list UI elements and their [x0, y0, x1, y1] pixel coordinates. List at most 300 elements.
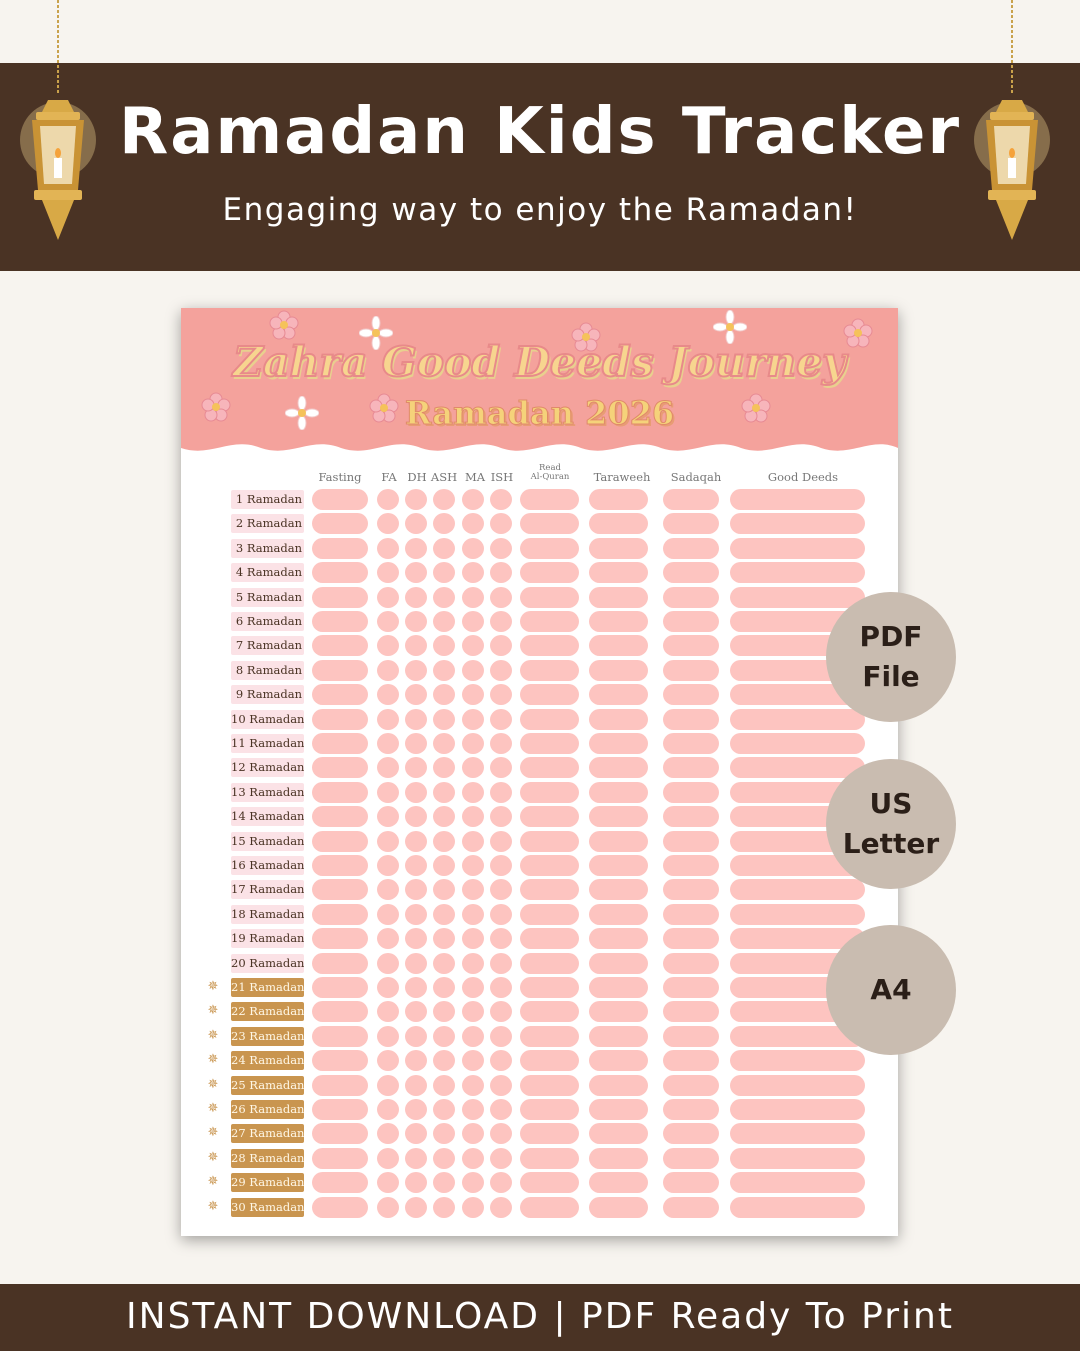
sadaqah-cell[interactable]	[663, 953, 719, 974]
sadaqah-cell[interactable]	[663, 538, 719, 559]
fajr-cell[interactable]	[377, 635, 399, 656]
maghrib-cell[interactable]	[462, 733, 484, 754]
taraweeh-cell[interactable]	[589, 1197, 648, 1218]
quran-cell[interactable]	[520, 611, 579, 632]
quran-cell[interactable]	[520, 831, 579, 852]
fajr-cell[interactable]	[377, 587, 399, 608]
quran-cell[interactable]	[520, 928, 579, 949]
us-badge-line1: US	[869, 787, 913, 820]
asr-cell[interactable]	[433, 1197, 455, 1218]
asr-cell[interactable]	[433, 1001, 455, 1022]
maghrib-cell[interactable]	[462, 587, 484, 608]
taraweeh-cell[interactable]	[589, 904, 648, 925]
fasting-cell[interactable]	[312, 928, 368, 949]
isha-cell[interactable]	[490, 1075, 512, 1096]
sadaqah-cell[interactable]	[663, 635, 719, 656]
isha-cell[interactable]	[490, 806, 512, 827]
asr-cell[interactable]	[433, 489, 455, 510]
dhuhr-cell[interactable]	[405, 1172, 427, 1193]
asr-cell[interactable]	[433, 611, 455, 632]
fajr-cell[interactable]	[377, 611, 399, 632]
dhuhr-cell[interactable]	[405, 879, 427, 900]
dhuhr-cell[interactable]	[405, 684, 427, 705]
good-deeds-cell[interactable]	[730, 1099, 865, 1120]
maghrib-cell[interactable]	[462, 757, 484, 778]
taraweeh-cell[interactable]	[589, 733, 648, 754]
fajr-cell[interactable]	[377, 489, 399, 510]
pdf-badge-line2: File	[862, 660, 920, 693]
asr-cell[interactable]	[433, 562, 455, 583]
dhuhr-cell[interactable]	[405, 587, 427, 608]
asr-cell[interactable]	[433, 904, 455, 925]
fasting-cell[interactable]	[312, 977, 368, 998]
fajr-cell[interactable]	[377, 513, 399, 534]
good-deeds-cell[interactable]	[730, 587, 865, 608]
taraweeh-cell[interactable]	[589, 782, 648, 803]
good-deeds-cell[interactable]	[730, 709, 865, 730]
asr-cell[interactable]	[433, 928, 455, 949]
isha-cell[interactable]	[490, 953, 512, 974]
fasting-cell[interactable]	[312, 904, 368, 925]
quran-cell[interactable]	[520, 1099, 579, 1120]
maghrib-cell[interactable]	[462, 684, 484, 705]
taraweeh-cell[interactable]	[589, 587, 648, 608]
asr-cell[interactable]	[433, 709, 455, 730]
quran-cell[interactable]	[520, 709, 579, 730]
maghrib-cell[interactable]	[462, 513, 484, 534]
sadaqah-cell[interactable]	[663, 709, 719, 730]
quran-cell[interactable]	[520, 684, 579, 705]
fasting-cell[interactable]	[312, 587, 368, 608]
fasting-cell[interactable]	[312, 782, 368, 803]
quran-cell[interactable]	[520, 806, 579, 827]
maghrib-cell[interactable]	[462, 855, 484, 876]
fasting-cell[interactable]	[312, 562, 368, 583]
sadaqah-cell[interactable]	[663, 831, 719, 852]
taraweeh-cell[interactable]	[589, 1050, 648, 1071]
quran-cell[interactable]	[520, 977, 579, 998]
sadaqah-cell[interactable]	[663, 1001, 719, 1022]
asr-cell[interactable]	[433, 782, 455, 803]
isha-cell[interactable]	[490, 1148, 512, 1169]
good-deeds-cell[interactable]	[730, 733, 865, 754]
taraweeh-cell[interactable]	[589, 1172, 648, 1193]
fasting-cell[interactable]	[312, 1050, 368, 1071]
fasting-cell[interactable]	[312, 538, 368, 559]
isha-cell[interactable]	[490, 684, 512, 705]
fasting-cell[interactable]	[312, 1075, 368, 1096]
taraweeh-cell[interactable]	[589, 489, 648, 510]
asr-cell[interactable]	[433, 1148, 455, 1169]
dhuhr-cell[interactable]	[405, 928, 427, 949]
fasting-cell[interactable]	[312, 733, 368, 754]
good-deeds-cell[interactable]	[730, 1172, 865, 1193]
asr-cell[interactable]	[433, 684, 455, 705]
maghrib-cell[interactable]	[462, 1172, 484, 1193]
asr-cell[interactable]	[433, 855, 455, 876]
fasting-cell[interactable]	[312, 1172, 368, 1193]
dhuhr-cell[interactable]	[405, 1050, 427, 1071]
maghrib-cell[interactable]	[462, 1075, 484, 1096]
asr-cell[interactable]	[433, 587, 455, 608]
asr-cell[interactable]	[433, 977, 455, 998]
fajr-cell[interactable]	[377, 904, 399, 925]
asr-cell[interactable]	[433, 660, 455, 681]
fajr-cell[interactable]	[377, 782, 399, 803]
taraweeh-cell[interactable]	[589, 1099, 648, 1120]
sadaqah-cell[interactable]	[663, 1099, 719, 1120]
table-row	[181, 1075, 898, 1099]
isha-cell[interactable]	[490, 1123, 512, 1144]
quran-cell[interactable]	[520, 1001, 579, 1022]
table-row	[181, 684, 898, 708]
fajr-cell[interactable]	[377, 977, 399, 998]
quran-cell[interactable]	[520, 953, 579, 974]
dhuhr-cell[interactable]	[405, 1026, 427, 1047]
fajr-cell[interactable]	[377, 855, 399, 876]
maghrib-cell[interactable]	[462, 953, 484, 974]
quran-cell[interactable]	[520, 1050, 579, 1071]
maghrib-cell[interactable]	[462, 831, 484, 852]
sadaqah-cell[interactable]	[663, 904, 719, 925]
good-deeds-cell[interactable]	[730, 562, 865, 583]
sadaqah-cell[interactable]	[663, 489, 719, 510]
taraweeh-cell[interactable]	[589, 635, 648, 656]
fajr-cell[interactable]	[377, 1172, 399, 1193]
taraweeh-cell[interactable]	[589, 928, 648, 949]
isha-cell[interactable]	[490, 904, 512, 925]
taraweeh-cell[interactable]	[589, 1148, 648, 1169]
sadaqah-cell[interactable]	[663, 660, 719, 681]
fajr-cell[interactable]	[377, 1148, 399, 1169]
asr-cell[interactable]	[433, 1026, 455, 1047]
quran-cell[interactable]	[520, 855, 579, 876]
sadaqah-cell[interactable]	[663, 513, 719, 534]
dhuhr-cell[interactable]	[405, 1148, 427, 1169]
table-row	[181, 1099, 898, 1123]
quran-cell[interactable]	[520, 538, 579, 559]
dhuhr-cell[interactable]	[405, 904, 427, 925]
taraweeh-cell[interactable]	[589, 879, 648, 900]
quran-cell[interactable]	[520, 733, 579, 754]
taraweeh-cell[interactable]	[589, 538, 648, 559]
fasting-cell[interactable]	[312, 1099, 368, 1120]
fajr-cell[interactable]	[377, 928, 399, 949]
quran-cell[interactable]	[520, 513, 579, 534]
good-deeds-cell[interactable]	[730, 1075, 865, 1096]
quran-cell[interactable]	[520, 660, 579, 681]
maghrib-cell[interactable]	[462, 1148, 484, 1169]
fajr-cell[interactable]	[377, 879, 399, 900]
day-label: 25 Ramadan	[231, 1076, 304, 1095]
dhuhr-cell[interactable]	[405, 1099, 427, 1120]
dhuhr-cell[interactable]	[405, 1075, 427, 1096]
fasting-cell[interactable]	[312, 709, 368, 730]
sadaqah-cell[interactable]	[663, 977, 719, 998]
taraweeh-cell[interactable]	[589, 855, 648, 876]
maghrib-cell[interactable]	[462, 660, 484, 681]
asr-cell[interactable]	[433, 1099, 455, 1120]
quran-cell[interactable]	[520, 489, 579, 510]
good-deeds-cell[interactable]	[730, 513, 865, 534]
asr-cell[interactable]	[433, 1075, 455, 1096]
sadaqah-cell[interactable]	[663, 1172, 719, 1193]
sadaqah-cell[interactable]	[663, 1148, 719, 1169]
sadaqah-cell[interactable]	[663, 757, 719, 778]
dhuhr-cell[interactable]	[405, 733, 427, 754]
sadaqah-cell[interactable]	[663, 611, 719, 632]
maghrib-cell[interactable]	[462, 879, 484, 900]
maghrib-cell[interactable]	[462, 1197, 484, 1218]
taraweeh-cell[interactable]	[589, 611, 648, 632]
good-deeds-cell[interactable]	[730, 1123, 865, 1144]
maghrib-cell[interactable]	[462, 904, 484, 925]
good-deeds-cell[interactable]	[730, 1148, 865, 1169]
maghrib-cell[interactable]	[462, 562, 484, 583]
dhuhr-cell[interactable]	[405, 1001, 427, 1022]
dhuhr-cell[interactable]	[405, 562, 427, 583]
asr-cell[interactable]	[433, 1123, 455, 1144]
asr-cell[interactable]	[433, 1172, 455, 1193]
sadaqah-cell[interactable]	[663, 1026, 719, 1047]
fasting-cell[interactable]	[312, 611, 368, 632]
good-deeds-cell[interactable]	[730, 538, 865, 559]
taraweeh-cell[interactable]	[589, 1075, 648, 1096]
fasting-cell[interactable]	[312, 953, 368, 974]
isha-cell[interactable]	[490, 513, 512, 534]
fasting-cell[interactable]	[312, 635, 368, 656]
sadaqah-cell[interactable]	[663, 928, 719, 949]
dhuhr-cell[interactable]	[405, 489, 427, 510]
taraweeh-cell[interactable]	[589, 709, 648, 730]
fasting-cell[interactable]	[312, 660, 368, 681]
day-label: 13 Ramadan	[231, 783, 304, 802]
asr-cell[interactable]	[433, 513, 455, 534]
fasting-cell[interactable]	[312, 757, 368, 778]
day-label: 27 Ramadan	[231, 1124, 304, 1143]
sadaqah-cell[interactable]	[663, 855, 719, 876]
taraweeh-cell[interactable]	[589, 684, 648, 705]
maghrib-cell[interactable]	[462, 977, 484, 998]
isha-cell[interactable]	[490, 635, 512, 656]
dhuhr-cell[interactable]	[405, 782, 427, 803]
fasting-cell[interactable]	[312, 855, 368, 876]
fajr-cell[interactable]	[377, 831, 399, 852]
fajr-cell[interactable]	[377, 538, 399, 559]
fasting-cell[interactable]	[312, 684, 368, 705]
dhuhr-cell[interactable]	[405, 1123, 427, 1144]
isha-cell[interactable]	[490, 733, 512, 754]
sadaqah-cell[interactable]	[663, 1197, 719, 1218]
quran-cell[interactable]	[520, 757, 579, 778]
day-label: 6 Ramadan	[231, 612, 304, 631]
isha-cell[interactable]	[490, 587, 512, 608]
day-label: 4 Ramadan	[231, 563, 304, 582]
isha-cell[interactable]	[490, 879, 512, 900]
maghrib-cell[interactable]	[462, 611, 484, 632]
day-label: 11 Ramadan	[231, 734, 304, 753]
isha-cell[interactable]	[490, 489, 512, 510]
maghrib-cell[interactable]	[462, 928, 484, 949]
good-deeds-cell[interactable]	[730, 879, 865, 900]
quran-cell[interactable]	[520, 1172, 579, 1193]
fajr-cell[interactable]	[377, 1026, 399, 1047]
fasting-cell[interactable]	[312, 513, 368, 534]
isha-cell[interactable]	[490, 977, 512, 998]
dhuhr-cell[interactable]	[405, 538, 427, 559]
fajr-cell[interactable]	[377, 757, 399, 778]
isha-cell[interactable]	[490, 831, 512, 852]
fajr-cell[interactable]	[377, 1075, 399, 1096]
fajr-cell[interactable]	[377, 684, 399, 705]
isha-cell[interactable]	[490, 1001, 512, 1022]
isha-cell[interactable]	[490, 757, 512, 778]
isha-cell[interactable]	[490, 855, 512, 876]
fasting-cell[interactable]	[312, 1026, 368, 1047]
fajr-cell[interactable]	[377, 953, 399, 974]
isha-cell[interactable]	[490, 1050, 512, 1071]
dhuhr-cell[interactable]	[405, 660, 427, 681]
fasting-cell[interactable]	[312, 879, 368, 900]
fajr-cell[interactable]	[377, 709, 399, 730]
sadaqah-cell[interactable]	[663, 684, 719, 705]
dhuhr-cell[interactable]	[405, 611, 427, 632]
isha-cell[interactable]	[490, 660, 512, 681]
maghrib-cell[interactable]	[462, 1026, 484, 1047]
fasting-cell[interactable]	[312, 806, 368, 827]
fajr-cell[interactable]	[377, 1123, 399, 1144]
fajr-cell[interactable]	[377, 562, 399, 583]
dhuhr-cell[interactable]	[405, 757, 427, 778]
taraweeh-cell[interactable]	[589, 1001, 648, 1022]
taraweeh-cell[interactable]	[589, 1123, 648, 1144]
maghrib-cell[interactable]	[462, 489, 484, 510]
maghrib-cell[interactable]	[462, 1099, 484, 1120]
taraweeh-cell[interactable]	[589, 1026, 648, 1047]
quran-cell[interactable]	[520, 1026, 579, 1047]
sadaqah-cell[interactable]	[663, 879, 719, 900]
fajr-cell[interactable]	[377, 1001, 399, 1022]
isha-cell[interactable]	[490, 1197, 512, 1218]
quran-cell[interactable]	[520, 635, 579, 656]
fajr-cell[interactable]	[377, 1099, 399, 1120]
fajr-cell[interactable]	[377, 733, 399, 754]
quran-cell[interactable]	[520, 879, 579, 900]
maghrib-cell[interactable]	[462, 635, 484, 656]
maghrib-cell[interactable]	[462, 1050, 484, 1071]
isha-cell[interactable]	[490, 562, 512, 583]
isha-cell[interactable]	[490, 709, 512, 730]
quran-cell[interactable]	[520, 1123, 579, 1144]
isha-cell[interactable]	[490, 1099, 512, 1120]
asr-cell[interactable]	[433, 538, 455, 559]
isha-cell[interactable]	[490, 538, 512, 559]
dhuhr-cell[interactable]	[405, 1197, 427, 1218]
sadaqah-cell[interactable]	[663, 587, 719, 608]
fajr-cell[interactable]	[377, 660, 399, 681]
maghrib-cell[interactable]	[462, 709, 484, 730]
maghrib-cell[interactable]	[462, 1001, 484, 1022]
isha-cell[interactable]	[490, 782, 512, 803]
sadaqah-cell[interactable]	[663, 1050, 719, 1071]
quran-cell[interactable]	[520, 782, 579, 803]
quran-cell[interactable]	[520, 1148, 579, 1169]
good-deeds-cell[interactable]	[730, 1050, 865, 1071]
quran-cell[interactable]	[520, 904, 579, 925]
sadaqah-cell[interactable]	[663, 733, 719, 754]
quran-cell[interactable]	[520, 562, 579, 583]
fasting-cell[interactable]	[312, 489, 368, 510]
sadaqah-cell[interactable]	[663, 782, 719, 803]
asr-cell[interactable]	[433, 806, 455, 827]
taraweeh-cell[interactable]	[589, 660, 648, 681]
sadaqah-cell[interactable]	[663, 806, 719, 827]
good-deeds-cell[interactable]	[730, 904, 865, 925]
fajr-cell[interactable]	[377, 1197, 399, 1218]
fasting-cell[interactable]	[312, 831, 368, 852]
maghrib-cell[interactable]	[462, 782, 484, 803]
asr-cell[interactable]	[433, 733, 455, 754]
asr-cell[interactable]	[433, 879, 455, 900]
asr-cell[interactable]	[433, 635, 455, 656]
maghrib-cell[interactable]	[462, 806, 484, 827]
good-deeds-cell[interactable]	[730, 757, 865, 778]
quran-cell[interactable]	[520, 1075, 579, 1096]
isha-cell[interactable]	[490, 611, 512, 632]
taraweeh-cell[interactable]	[589, 757, 648, 778]
dhuhr-cell[interactable]	[405, 953, 427, 974]
dhuhr-cell[interactable]	[405, 831, 427, 852]
taraweeh-cell[interactable]	[589, 831, 648, 852]
asr-cell[interactable]	[433, 953, 455, 974]
isha-cell[interactable]	[490, 1026, 512, 1047]
dhuhr-cell[interactable]	[405, 513, 427, 534]
isha-cell[interactable]	[490, 928, 512, 949]
quran-cell[interactable]	[520, 587, 579, 608]
dhuhr-cell[interactable]	[405, 806, 427, 827]
dhuhr-cell[interactable]	[405, 709, 427, 730]
isha-cell[interactable]	[490, 1172, 512, 1193]
sadaqah-cell[interactable]	[663, 1075, 719, 1096]
taraweeh-cell[interactable]	[589, 806, 648, 827]
good-deeds-cell[interactable]	[730, 1197, 865, 1218]
dhuhr-cell[interactable]	[405, 635, 427, 656]
dhuhr-cell[interactable]	[405, 977, 427, 998]
fasting-cell[interactable]	[312, 1123, 368, 1144]
fajr-cell[interactable]	[377, 806, 399, 827]
good-deeds-cell[interactable]	[730, 489, 865, 510]
taraweeh-cell[interactable]	[589, 953, 648, 974]
table-row	[181, 587, 898, 611]
maghrib-cell[interactable]	[462, 1123, 484, 1144]
page-subtitle: Engaging way to enjoy the Ramadan!	[222, 192, 858, 228]
sadaqah-cell[interactable]	[663, 562, 719, 583]
fasting-cell[interactable]	[312, 1148, 368, 1169]
taraweeh-cell[interactable]	[589, 513, 648, 534]
sadaqah-cell[interactable]	[663, 1123, 719, 1144]
asr-cell[interactable]	[433, 1050, 455, 1071]
dhuhr-cell[interactable]	[405, 855, 427, 876]
fajr-cell[interactable]	[377, 1050, 399, 1071]
taraweeh-cell[interactable]	[589, 562, 648, 583]
maghrib-cell[interactable]	[462, 538, 484, 559]
taraweeh-cell[interactable]	[589, 977, 648, 998]
asr-cell[interactable]	[433, 831, 455, 852]
fasting-cell[interactable]	[312, 1001, 368, 1022]
quran-cell[interactable]	[520, 1197, 579, 1218]
asr-cell[interactable]	[433, 757, 455, 778]
fasting-cell[interactable]	[312, 1197, 368, 1218]
